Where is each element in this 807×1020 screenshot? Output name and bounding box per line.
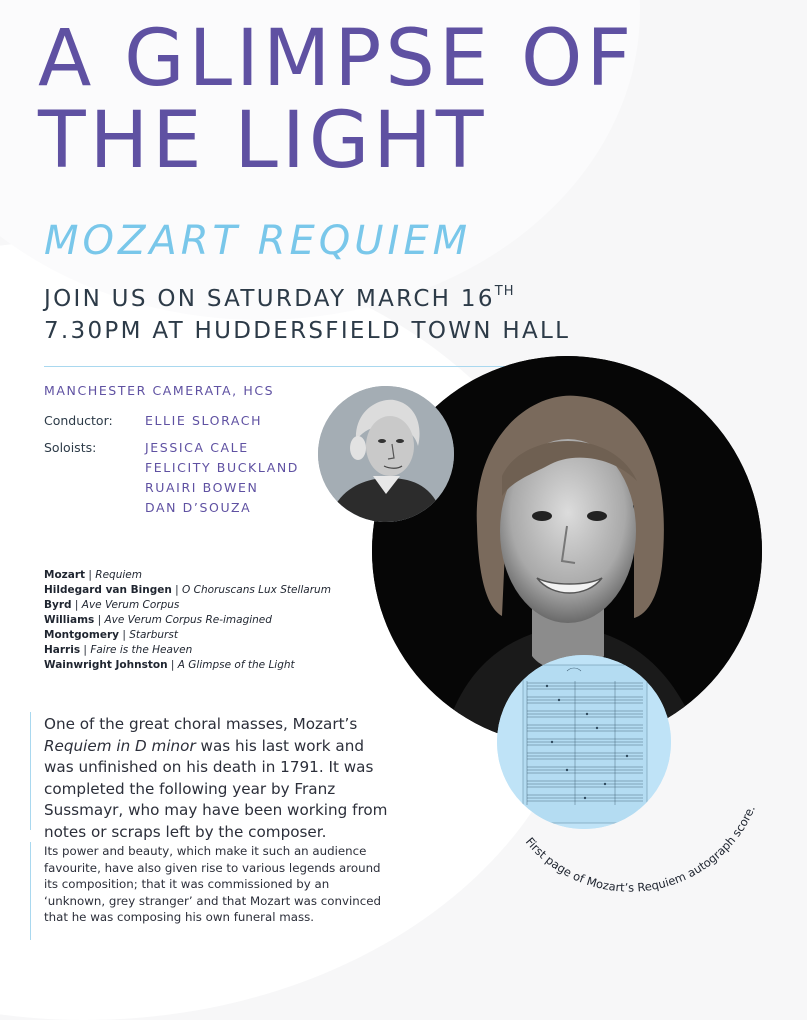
subtitle: MOZART REQUIEM bbox=[44, 218, 472, 264]
work-title: Requiem in D minor bbox=[44, 736, 196, 755]
soloist-name: DAN D’SOUZA bbox=[145, 500, 252, 515]
programme-item bbox=[44, 613, 331, 628]
conductor-name: ELLIE SLORACH bbox=[145, 413, 263, 428]
score-caption bbox=[470, 640, 770, 900]
soloist-name: RUAIRI BOWEN bbox=[145, 480, 259, 495]
composer-name: Mozart bbox=[44, 569, 86, 581]
description-paragraph-1 bbox=[44, 714, 394, 843]
accent-bar bbox=[30, 712, 31, 830]
work-title: A Glimpse of the Light bbox=[177, 659, 295, 671]
programme-list bbox=[44, 568, 331, 673]
soloist-name: FELICITY BUCKLAND bbox=[145, 460, 300, 475]
description-text: One of the great choral masses, Mozart’s bbox=[44, 715, 358, 733]
soloist-name: JESSICA CALE bbox=[145, 440, 249, 455]
work-title: Requiem bbox=[95, 569, 142, 581]
divider bbox=[44, 366, 544, 367]
work-title: Ave Verum Corpus bbox=[81, 599, 180, 611]
composer-name: Williams bbox=[44, 614, 95, 626]
composer-name: Byrd bbox=[44, 599, 72, 611]
soloists-label: Soloists: bbox=[44, 440, 97, 455]
programme-item bbox=[44, 583, 331, 598]
mozart-portrait bbox=[318, 386, 454, 522]
programme-separator: | bbox=[171, 584, 183, 596]
programme-separator: | bbox=[94, 614, 105, 626]
composer-name: Harris bbox=[44, 644, 81, 656]
page-title bbox=[38, 14, 798, 186]
work-title: O Choruscans Lux Stellarum bbox=[182, 584, 331, 596]
programme-item bbox=[44, 643, 331, 658]
conductor-label: Conductor: bbox=[44, 413, 113, 428]
programme-item bbox=[44, 568, 331, 583]
work-title: Faire is the Heaven bbox=[90, 644, 193, 656]
composer-name: Wainwright Johnston bbox=[44, 659, 168, 671]
work-title: Ave Verum Corpus Re-imagined bbox=[104, 614, 272, 626]
title-line-2: THE LIGHT bbox=[38, 96, 488, 186]
event-time-venue: 7.30PM AT HUDDERSFIELD TOWN HALL bbox=[44, 318, 571, 344]
programme-separator: | bbox=[85, 569, 96, 581]
accent-bar bbox=[30, 842, 31, 940]
score-caption-path: First page of Mozart’s Requiem autograph score. bbox=[522, 803, 758, 895]
programme-item bbox=[44, 598, 331, 613]
programme-separator: | bbox=[80, 644, 91, 656]
programme-separator: | bbox=[167, 659, 178, 671]
description-text: was his last work and was unfinished on his death in 1791. It was completed the following year by Franz Sussmayr, who may have been working from notes or scraps left by the composer. bbox=[44, 736, 388, 841]
programme-separator: | bbox=[71, 599, 82, 611]
composer-name: Montgomery bbox=[44, 629, 119, 641]
title-line-1: A GLIMPSE OF bbox=[38, 14, 636, 104]
work-title: Starburst bbox=[129, 629, 178, 641]
composer-name: Hildegard van Bingen bbox=[44, 584, 172, 596]
score-caption-text bbox=[523, 803, 758, 894]
description-paragraph-2: Its power and beauty, which make it such an audience favourite, have also given rise to various legends around its composition; that it was commissioned by an ‘unknown, grey stranger’ and that Mozart was convinced that he was composing his own funeral mass. bbox=[44, 844, 381, 925]
programme-item bbox=[44, 658, 331, 673]
date-suffix: TH bbox=[494, 284, 515, 299]
programme-separator: | bbox=[118, 629, 130, 641]
programme-item bbox=[44, 628, 331, 643]
mozart-engraving-illustration bbox=[318, 386, 454, 522]
event-date bbox=[44, 286, 514, 312]
ensemble: MANCHESTER CAMERATA, HCS bbox=[44, 383, 275, 398]
event-date-text: JOIN US ON SATURDAY MARCH 16 bbox=[44, 286, 495, 312]
